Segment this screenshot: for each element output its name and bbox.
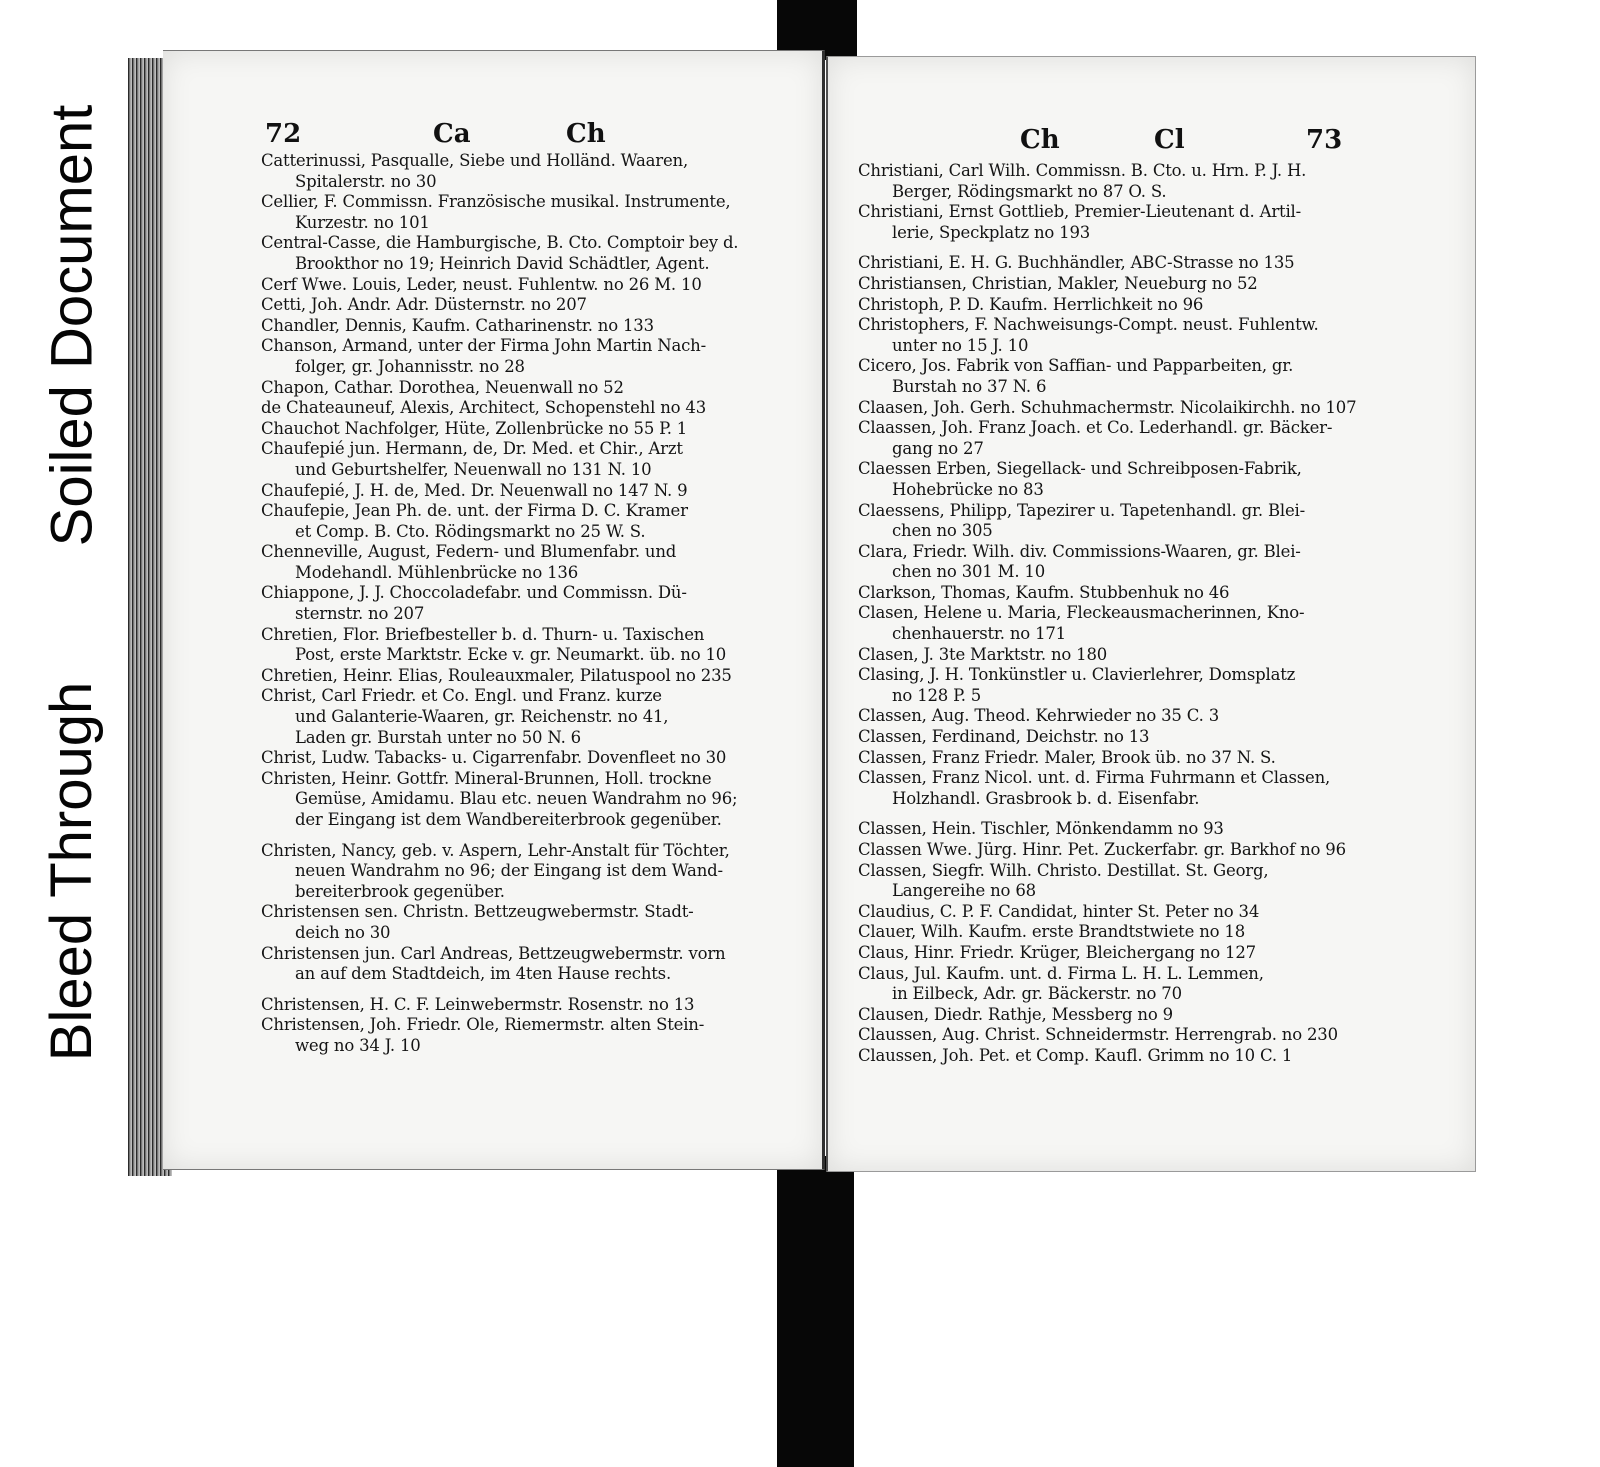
entry-line: Catterinussi, Pasqualle, Siebe und Holländ. Waaren, [261,151,689,170]
entry-line: Cellier, F. Commissn. Französische musikal. Instrumente, [261,192,731,212]
soiled-document-label-text: Soiled Document [39,104,105,546]
left-head-letters-2: Ch [566,119,606,149]
entry-line: Clasen, Helene u. Maria, Fleckeausmacherinnen, Kno- [858,603,1305,623]
entry-continuation-line: deich no 30 [295,922,391,942]
entry-continuation-line: der Eingang ist dem Wandbereiterbrook gegenüber. [295,810,722,829]
entry-continuation-line: Langereihe no 68 [892,881,1036,901]
directory-entry [261,583,761,624]
directory-entry [261,542,761,583]
directory-entry [261,275,761,296]
entry-continuation-line: neuen Wandrahm no 96; der Eingang ist dem Wand- [295,861,723,881]
entry-continuation-line: Spitalerstr. no 30 [295,171,437,191]
entry-continuation-line: chen no 305 [892,521,993,541]
entry-continuation-line: unter no 15 J. 10 [892,335,1029,355]
directory-entry [261,748,761,769]
entry-line: Christensen, Joh. Friedr. Ole, Riemermstr. alten Stein- [261,1015,705,1035]
directory-entry [858,902,1358,923]
entry-line: Cerf Wwe. Louis, Leder, neust. Fuhlentw. no 26 M. 10 [261,274,702,294]
entry-continuation-line: und Geburtshelfer, Neuenwall no 131 N. 10 [295,459,652,479]
entry-line: Classen, Hein. Tischler, Mönkendamm no 93 [858,819,1224,839]
entry-continuation-line: Laden gr. Burstah unter no 50 N. 6 [295,727,581,747]
entry-continuation-line: lerie, Speckplatz no 193 [892,222,1091,242]
directory-entry [261,666,761,687]
entry-line: Christiani, Carl Wilh. Commissn. B. Cto. u. Hrn. P. J. H. [858,161,1307,180]
directory-entry [858,542,1358,583]
directory-entry [261,902,761,943]
directory-entry [858,603,1358,644]
directory-entry [858,459,1358,500]
entry-line: Chretien, Flor. Briefbesteller b. d. Thurn- u. Taxischen [261,624,705,644]
directory-entry [858,861,1358,902]
left-page [163,50,825,1170]
entry-continuation-line: Burstah no 37 N. 6 [892,376,1047,396]
entry-line: Clasen, J. 3te Marktstr. no 180 [858,644,1108,664]
directory-entry [261,686,761,748]
entry-line: Cicero, Jos. Fabrik von Saffian- und Papparbeiten, gr. [858,356,1294,376]
directory-entry [858,1046,1358,1067]
entry-line: Christen, Heinr. Gottfr. Mineral-Brunnen, Holl. trockne [261,768,712,788]
right-page [826,56,1476,1172]
entry-continuation-line: chenhauerstr. no 171 [892,624,1066,644]
entry-line: Chiappone, J. J. Choccoladefabr. und Commissn. Dü- [261,583,687,603]
entry-continuation-line: und Galanterie-Waaren, gr. Reichenstr. no 41, [295,707,669,727]
entry-line: Clara, Friedr. Wilh. div. Commissions-Waaren, gr. Blei- [858,541,1301,561]
right-head-letters-2: Cl [1154,125,1185,155]
soiled-document-label [30,90,114,560]
directory-entry [261,398,761,419]
entry-continuation-line: Modehandl. Mühlenbrücke no 136 [295,562,579,582]
directory-entry [261,151,761,192]
left-page-number: 72 [265,119,302,149]
entry-line: Clarkson, Thomas, Kaufm. Stubbenhuk no 46 [858,582,1230,602]
entry-continuation-line: sternstr. no 207 [295,604,425,624]
directory-entry [858,727,1358,748]
left-directory-entries [261,151,761,1057]
right-running-head [828,125,1475,155]
directory-entry [858,943,1358,964]
directory-entry [261,625,761,666]
directory-entry [858,706,1358,727]
entry-line: Christiansen, Christian, Makler, Neueburg no 52 [858,273,1258,293]
right-directory-entries [858,161,1358,1067]
entry-line: Christensen, H. C. F. Leinwebermstr. Rosenstr. no 13 [261,994,695,1014]
directory-entry [858,768,1358,809]
entry-line: Cetti, Joh. Andr. Adr. Düsternstr. no 207 [261,295,587,315]
entry-line: Claessen Erben, Siegellack- und Schreibposen-Fabrik, [858,459,1302,479]
entry-line: Classen Wwe. Jürg. Hinr. Pet. Zuckerfabr. gr. Barkhof no 96 [858,840,1346,859]
entry-line: Clausen, Diedr. Rathje, Messberg no 9 [858,1004,1173,1024]
entry-line: Christoph, P. D. Kaufm. Herrlichkeit no 96 [858,294,1204,314]
directory-entry [261,192,761,233]
entry-continuation-line: Brookthor no 19; Heinrich David Schädtler, Agent. [295,253,710,273]
entry-line: Classen, Franz Friedr. Maler, Brook üb. no 37 N. S. [858,747,1276,767]
entry-line: Claassen, Joh. Franz Joach. et Co. Lederhandl. gr. Bäcker- [858,418,1333,438]
entry-line: Christen, Nancy, geb. v. Aspern, Lehr-Anstalt für Töchter, [261,840,730,860]
entry-continuation-line: an auf dem Stadtdeich, im 4ten Hause rechts. [295,964,671,984]
entry-line: Classen, Aug. Theod. Kehrwieder no 35 C. 3 [858,706,1219,726]
directory-entry [858,501,1358,542]
entry-line: Classen, Franz Nicol. unt. d. Firma Fuhrmann et Classen, [858,768,1331,788]
entry-line: Christophers, F. Nachweisungs-Compt. neust. Fuhlentw. [858,315,1319,335]
entry-line: Chenneville, August, Federn- und Blumenfabr. und [261,542,677,562]
entry-line: Chaufepie, Jean Ph. de. unt. der Firma D. C. Kramer [261,501,688,521]
directory-entry [858,356,1358,397]
entry-continuation-line: folger, gr. Johannisstr. no 28 [295,356,525,376]
directory-entry [261,944,761,985]
entry-line: Claudius, C. P. F. Candidat, hinter St. Peter no 34 [858,901,1260,921]
directory-entry [858,840,1358,861]
directory-entry [261,378,761,399]
entry-line: Classen, Siegfr. Wilh. Christo. Destillat. St. Georg, [858,860,1269,880]
entry-continuation-line: Berger, Rödingsmarkt no 87 O. S. [892,181,1167,201]
directory-entry [858,274,1358,295]
entry-continuation-line: bereiterbrook gegenüber. [295,881,505,901]
entry-continuation-line: in Eilbeck, Adr. gr. Bäckerstr. no 70 [892,984,1182,1004]
entry-continuation-line: Hohebrücke no 83 [892,479,1044,499]
entry-continuation-line: gang no 27 [892,438,984,458]
directory-entry [261,501,761,542]
directory-entry [261,336,761,377]
directory-entry [261,233,761,274]
entry-continuation-line: weg no 34 J. 10 [295,1035,421,1055]
directory-entry [858,1025,1358,1046]
directory-entry [858,748,1358,769]
left-running-head [163,119,822,149]
entry-line: Claussen, Aug. Christ. Schneidermstr. Herrengrab. no 230 [858,1025,1338,1045]
entry-line: Claussen, Joh. Pet. et Comp. Kaufl. Grimm no 10 C. 1 [858,1045,1293,1065]
right-page-number: 73 [1306,125,1343,155]
directory-entry [858,398,1358,419]
entry-line: de Chateauneuf, Alexis, Architect, Schopenstehl no 43 [261,398,707,418]
entry-line: Chandler, Dennis, Kaufm. Catharinenstr. no 133 [261,315,654,335]
directory-entry [261,481,761,502]
bleed-through-label [30,636,114,1106]
directory-entry [858,253,1358,274]
entry-line: Chretien, Heinr. Elias, Rouleauxmaler, Pilatuspool no 235 [261,665,732,685]
entry-line: Christensen sen. Christn. Bettzeugwebermstr. Stadt- [261,902,694,922]
directory-entry [261,995,761,1016]
left-head-letters-1: Ca [433,119,471,149]
entry-line: Christiani, E. H. G. Buchhändler, ABC-Strasse no 135 [858,253,1295,273]
directory-entry [858,645,1358,666]
entry-line: Classen, Ferdinand, Deichstr. no 13 [858,727,1150,747]
directory-entry [858,583,1358,604]
entry-continuation-line: Gemüse, Amidamu. Blau etc. neuen Wandrahm no 96; [295,789,738,809]
entry-line: Christ, Carl Friedr. et Co. Engl. und Franz. kurze [261,686,662,706]
directory-entry [858,964,1358,1005]
entry-line: Chanson, Armand, unter der Firma John Martin Nach- [261,336,706,356]
entry-continuation-line: no 128 P. 5 [892,685,982,705]
entry-line: Chauchot Nachfolger, Hüte, Zollenbrücke no 55 P. 1 [261,418,688,438]
entry-continuation-line: chen no 301 M. 10 [892,562,1046,582]
entry-continuation-line: Holzhandl. Grasbrook b. d. Eisenfabr. [892,788,1200,808]
entry-continuation-line: Post, erste Marktstr. Ecke v. gr. Neumarkt. üb. no 10 [295,645,727,665]
directory-entry [858,819,1358,840]
directory-entry [858,202,1358,243]
entry-line: Chaufepié, J. H. de, Med. Dr. Neuenwall no 147 N. 9 [261,480,688,500]
directory-entry [261,295,761,316]
directory-entry [858,295,1358,316]
directory-entry [261,841,761,903]
entry-line: Clauer, Wilh. Kaufm. erste Brandtstwiete no 18 [858,922,1246,942]
entry-line: Christiani, Ernst Gottlieb, Premier-Lieutenant d. Artil- [858,202,1301,222]
entry-line: Central-Casse, die Hamburgische, B. Cto. Comptoir bey d. [261,233,739,253]
entry-line: Chaufepié jun. Hermann, de, Dr. Med. et Chir., Arzt [261,439,683,459]
directory-entry [261,1015,761,1056]
entry-line: Christ, Ludw. Tabacks- u. Cigarrenfabr. Dovenfleet no 30 [261,748,727,768]
directory-entry [261,316,761,337]
entry-line: Clasing, J. H. Tonkünstler u. Clavierlehrer, Domsplatz [858,665,1296,685]
entry-line: Claasen, Joh. Gerh. Schuhmachermstr. Nicolaikirchh. no 107 [858,397,1357,417]
directory-entry [858,665,1358,706]
directory-entry [858,922,1358,943]
directory-entry [858,161,1358,202]
bleed-through-label-text: Bleed Through [39,681,105,1061]
entry-continuation-line: et Comp. B. Cto. Rödingsmarkt no 25 W. S. [295,521,646,541]
entry-line: Christensen jun. Carl Andreas, Bettzeugwebermstr. vorn [261,943,726,963]
right-head-letters-1: Ch [1020,125,1060,155]
directory-entry [261,439,761,480]
directory-entry [858,315,1358,356]
directory-entry [858,1005,1358,1026]
entry-line: Claus, Hinr. Friedr. Krüger, Bleichergang no 127 [858,942,1256,962]
entry-line: Chapon, Cathar. Dorothea, Neuenwall no 52 [261,377,624,397]
directory-entry [261,419,761,440]
directory-entry [261,769,761,831]
directory-entry [858,418,1358,459]
entry-line: Claessens, Philipp, Tapezirer u. Tapetenhandl. gr. Blei- [858,500,1305,520]
spine-clamp-bottom [777,1156,854,1467]
entry-line: Claus, Jul. Kaufm. unt. d. Firma L. H. L. Lemmen, [858,963,1264,983]
entry-continuation-line: Kurzestr. no 101 [295,212,430,232]
